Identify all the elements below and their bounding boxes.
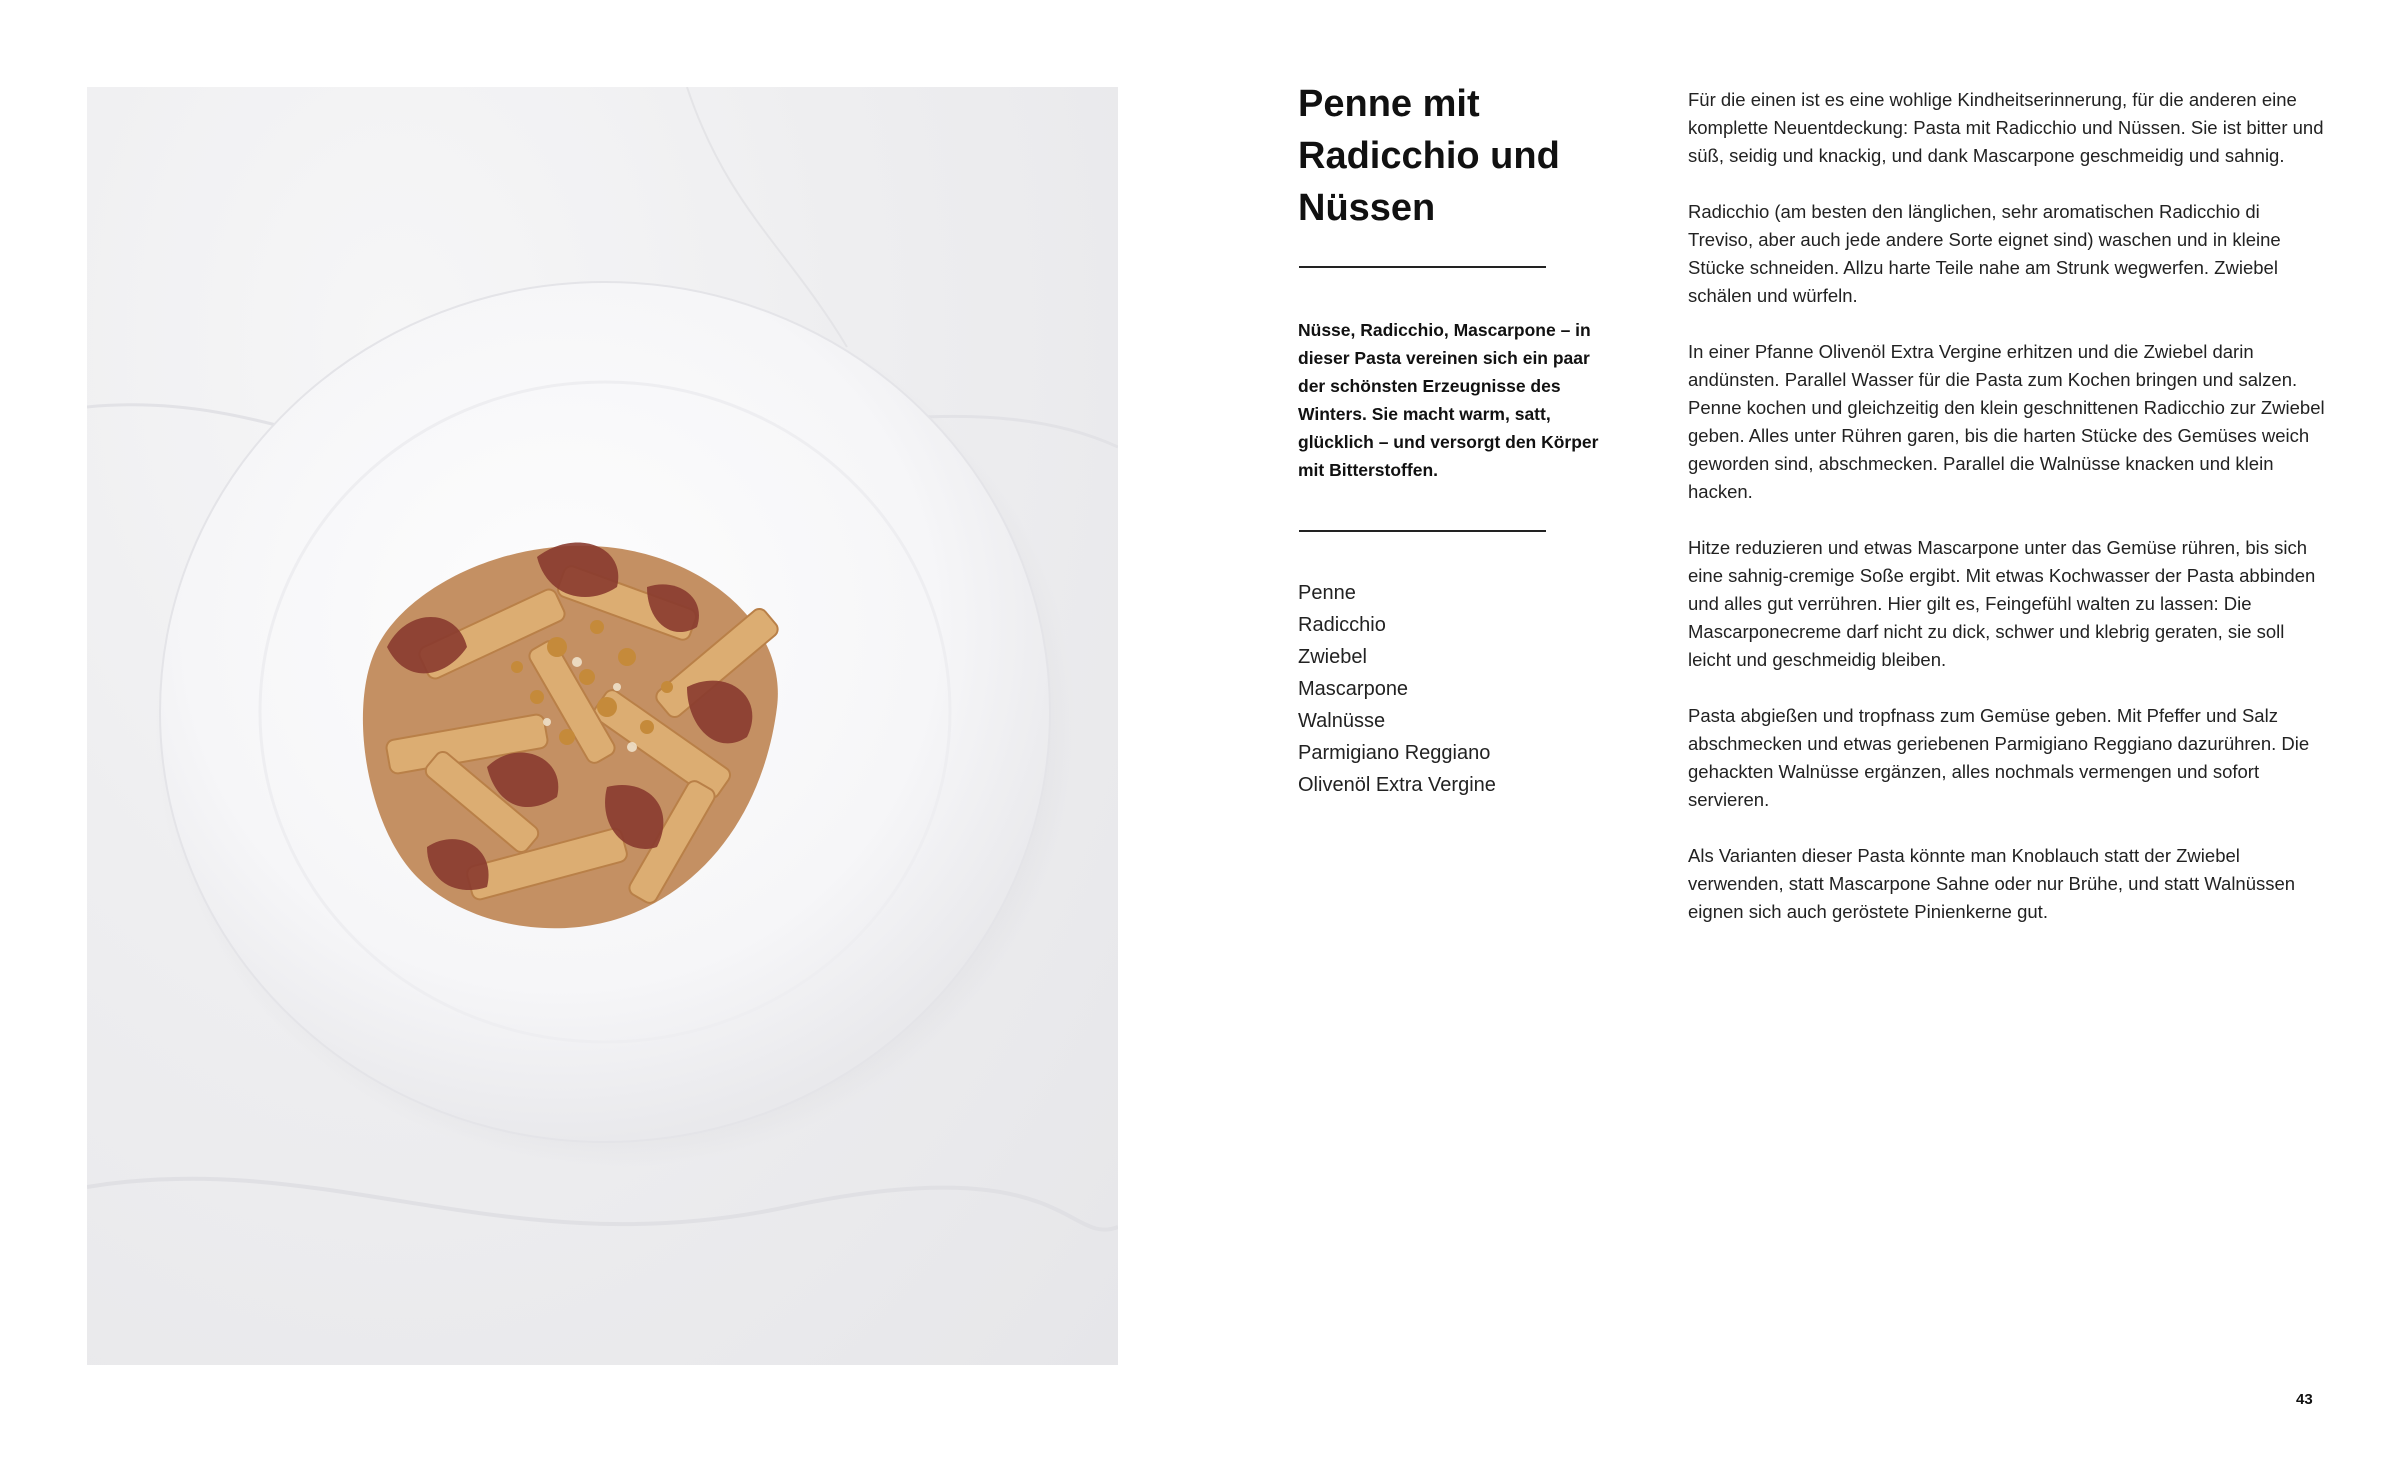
ingredient-item: Zwiebel: [1298, 646, 1367, 668]
ingredient-item: Parmigiano Reggiano: [1298, 742, 1491, 764]
instruction-paragraph: Hitze reduzieren und etwas Mascarpone unter das Gemüse rühren, bis sich eine sahnig-cremige Soße ergibt. Mit etwas Kochwasser der Pasta abbinden und alles gut verrühren. Hier gilt es, Feingefühl walten zu lassen: Die Mascarponecreme darf nicht zu dick, schwer und klebrig geraten, sie soll leicht und geschmeidig bleiben.: [1688, 537, 2316, 670]
ingredient-item: Walnüsse: [1298, 710, 1386, 732]
divider: [1299, 266, 1546, 268]
recipe-title-line: Penne mit: [1298, 83, 1480, 125]
plate-illustration: [87, 87, 1118, 1365]
instruction-paragraph: In einer Pfanne Olivenöl Extra Vergine erhitzen und die Zwiebel darin andünsten. Parallel Wasser für die Pasta zum Kochen bringen und salzen. Penne kochen und gleichzeitig den klein geschnittenen Radicchio zur Zwiebel geben. Alles unter Rühren garen, bis die harten Stücke des Gemüses weich geworden sind, abschmecken. Parallel die Walnüsse knacken und klein hacken.: [1688, 341, 2325, 502]
page-number: 43: [2296, 1391, 2313, 1408]
ingredient-item: Olivenöl Extra Vergine: [1298, 774, 1496, 796]
ingredient-item: Radicchio: [1298, 614, 1386, 636]
divider: [1299, 530, 1546, 532]
dish-photo: [87, 87, 1118, 1365]
instruction-paragraph: Radicchio (am besten den länglichen, sehr aromatischen Radicchio di Treviso, aber auch jede andere Sorte eignet sind) waschen und in kleine Stücke schneiden. Allzu harte Teile nahe am Strunk wegwerfen. Zwiebel schälen und würfeln.: [1688, 201, 2281, 306]
instruction-paragraph: Für die einen ist es eine wohlige Kindheitserinnerung, für die anderen eine komplette Neuentdeckung: Pasta mit Radicchio und Nüssen. Sie ist bitter und süß, seidig und knackig, und dank Mascarpone geschmeidig und sahnig.: [1688, 89, 2324, 166]
ingredient-item: Penne: [1298, 582, 1356, 604]
recipe-title: [1298, 78, 1598, 234]
recipe-instructions: [1688, 86, 2328, 954]
ingredient-item: Mascarpone: [1298, 678, 1409, 700]
recipe-title-line: Radicchio und: [1298, 135, 1560, 177]
ingredients-list: [1298, 577, 1496, 801]
recipe-lead: Nüsse, Radicchio, Mascarpone – in dieser Pasta vereinen sich ein paar der schönsten Erzeugnisse des Winters. Sie macht warm, satt, glücklich – und versorgt den Körper mit Bitterstoffen.: [1298, 320, 1599, 480]
instruction-paragraph: Pasta abgießen und tropfnass zum Gemüse geben. Mit Pfeffer und Salz abschmecken und etwas geriebenen Parmigiano Reggiano dazurühren. Die gehackten Walnüsse ergänzen, alles nochmals vermengen und sofort servieren.: [1688, 705, 2310, 810]
instruction-paragraph: Als Varianten dieser Pasta könnte man Knoblauch statt der Zwiebel verwenden, statt Mascarpone Sahne oder nur Brühe, und statt Walnüssen eignen sich auch geröstete Pinienkerne gut.: [1688, 845, 2296, 922]
recipe-title-line: Nüssen: [1298, 187, 1436, 229]
